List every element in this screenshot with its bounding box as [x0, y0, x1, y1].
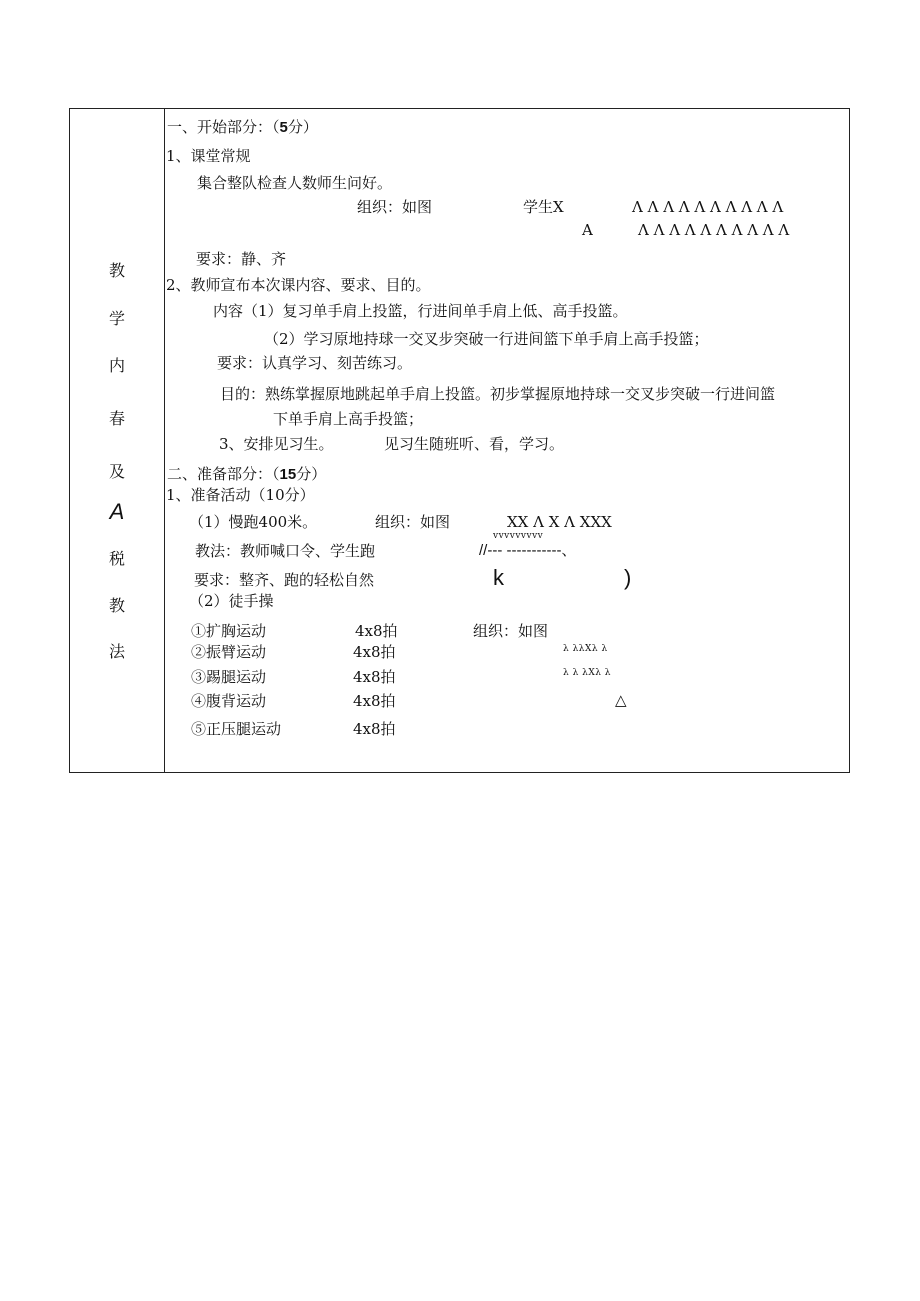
part2-jog: （1）慢跑400米。 — [189, 513, 318, 531]
part2-org-label: 组织：如图 — [375, 513, 451, 531]
part2-path-paren: ) — [624, 565, 632, 590]
exercise-name: ②振臂运动 — [191, 643, 267, 661]
part1-org-label: 组织：如图 — [357, 198, 433, 216]
part1-goal-line1: 目的：熟练掌握原地跳起单手肩上投篮。初步掌握原地持球一交叉步突破一行进间篮 — [220, 385, 776, 403]
exercise-beats: 4x8拍 — [353, 692, 396, 710]
exercise-formation-row1: λ λλXλ λ — [563, 644, 608, 654]
side-label-char: 内 — [108, 356, 125, 375]
part2-requirement: 要求：整齐、跑的轻松自然 — [194, 571, 375, 589]
part1-goal-line2: 下单手肩上高手投篮； — [273, 410, 424, 428]
part1-heading: 一、开始部分：（5分） — [167, 118, 318, 136]
part1-content2: （2）学习原地持球一交叉步突破一行进间篮下单手肩上高手投篮； — [264, 330, 709, 348]
part2-freehand-title: （2）徒手操 — [189, 592, 274, 610]
exercise-beats: 4x8拍 — [353, 643, 396, 661]
part1-teacher-mark: A — [582, 221, 593, 239]
teacher-triangle-icon: △ — [615, 691, 627, 709]
part1-formation-row2: Λ Λ Λ Λ Λ Λ Λ Λ Λ Λ — [638, 221, 790, 239]
exercise-formation-row2: λ λ λXλ λ — [563, 668, 612, 678]
part1-formation-row1: Λ Λ Λ Λ Λ Λ Λ Λ Λ Λ — [632, 198, 784, 216]
side-label-char: 学 — [108, 309, 125, 328]
part2-jog-formation: XX Λ X Λ XXX — [507, 513, 612, 531]
part1-requirement: 要求：静、齐 — [196, 250, 287, 268]
exercise-name: ③踢腿运动 — [191, 668, 267, 686]
part2-item1-title: 1、准备活动（10分） — [166, 486, 315, 504]
exercise-beats: 4x8拍 — [353, 720, 396, 738]
part2-path-line: //--- -----------、 — [479, 542, 577, 559]
side-label-char: 春 — [108, 409, 125, 428]
side-label-char: 教 — [108, 261, 125, 280]
part2-method: 教法：教师喊口令、学生跑 — [195, 542, 376, 560]
part1-item1-text: 集合整队检查人数师生问好。 — [197, 174, 393, 192]
part1-requirement2: 要求：认真学习、刻苦练习。 — [217, 354, 413, 372]
side-label-char: A — [109, 499, 125, 524]
exercise-name: ①扩胸运动 — [191, 622, 267, 640]
part2-path-k: k — [493, 565, 504, 590]
column-divider — [164, 108, 165, 773]
exercise-beats: 4x8拍 — [355, 622, 398, 640]
part1-student-label: 学生X — [523, 198, 564, 216]
part2-heading: 二、准备部分：（15分） — [167, 465, 327, 483]
part2-exercise-org-label: 组织：如图 — [473, 622, 549, 640]
side-label-char: 税 — [108, 549, 125, 568]
part2-jog-marks: vvvvvvvvv — [493, 531, 544, 541]
side-label-char: 及 — [108, 462, 125, 481]
part1-content1: 内容（1）复习单手肩上投篮，行进间单手肩上低、高手投篮。 — [213, 302, 628, 320]
part1-item2-title: 2、教师宣布本次课内容、要求、目的。 — [166, 276, 431, 294]
part1-item3-note: 见习生随班听、看，学习。 — [384, 435, 565, 453]
side-label-char: 法 — [108, 642, 125, 661]
exercise-beats: 4x8拍 — [353, 668, 396, 686]
side-label-char: 教 — [108, 596, 125, 615]
part1-item3: 3、安排见习生。 — [219, 435, 334, 453]
part1-item1-title: 1、课堂常规 — [166, 147, 251, 165]
exercise-name: ④腹背运动 — [191, 692, 267, 710]
exercise-name: ⑤正压腿运动 — [191, 720, 282, 738]
